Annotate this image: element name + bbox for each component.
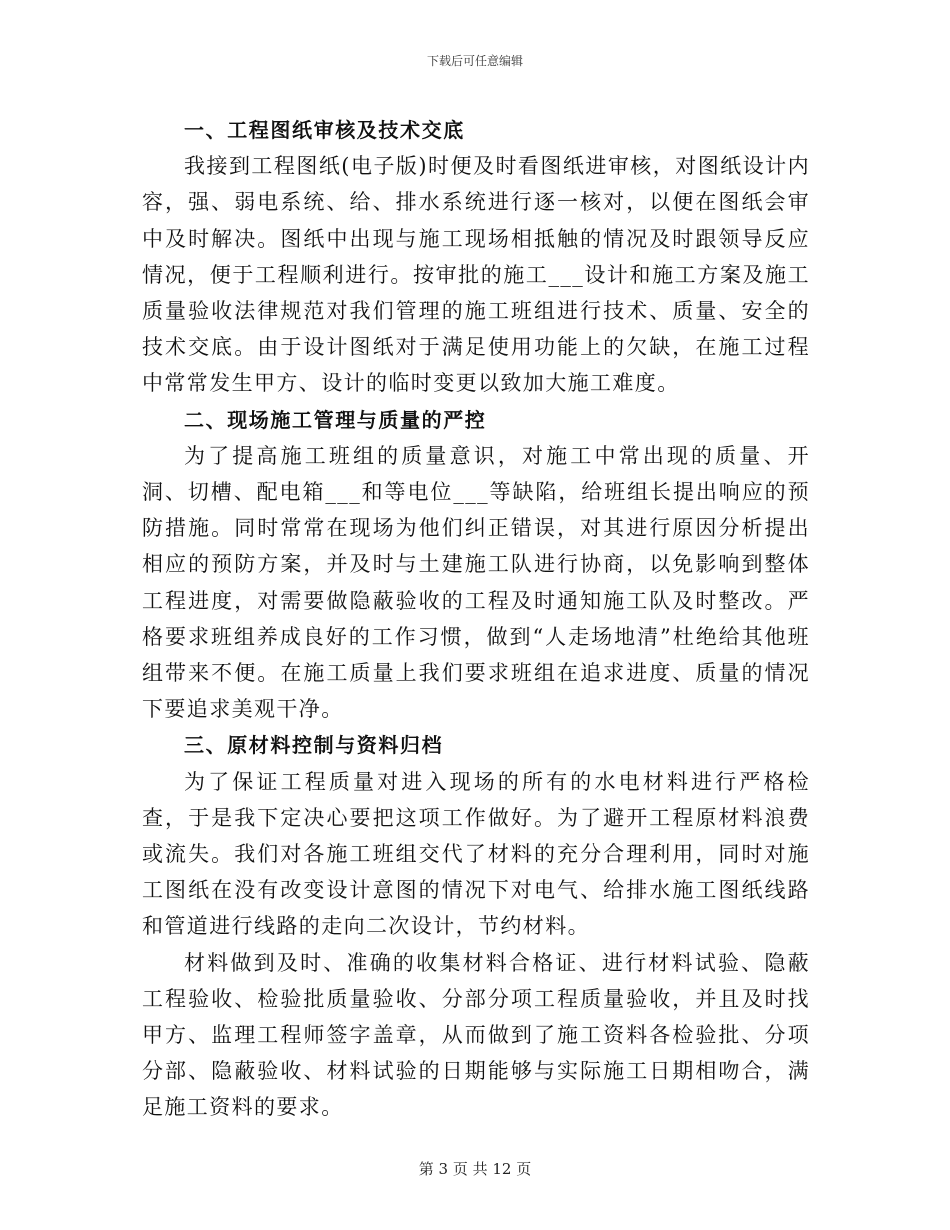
section-heading-1: 一、工程图纸审核及技术交底 — [184, 118, 465, 142]
section-heading-2: 二、现场施工管理与质量的严控 — [184, 407, 487, 432]
section-1-paragraph-1: 我接到工程图纸(电子版)时便及时看图纸进审核，对图纸设计内容，强、弱电系统、给、排水系统进行逐一核对，以便在图纸会审中及时解决。图纸中出现与施工现场相抵触的情况及时跟领导反应情况，便于工程顺利进行。按审批的施工___设计和施工方案及施工质量验收法律规范对我们管理的施工班组进行技术、质量、安全的技术交底。由于设计图纸对于满足使用功能上的欠缺，在施工过程中常常发生甲方、设计的临时变更以致加大施工难度。 — [142, 154, 810, 396]
section-3-paragraph-1: 为了保证工程质量对进入现场的所有的水电材料进行严格检查，于是我下定决心要把这项工作做好。为了避开工程原材料浪费或流失。我们对各施工班组交代了材料的充分合理利用，同时对施工图纸在没有改变设计意图的情况下对电气、给排水施工图纸线路和管道进行线路的走向二次设计，节约材料。 — [142, 769, 810, 939]
page-header-note: 下载后可任意编辑 — [426, 54, 523, 68]
page-number-footer: 第 3 页 共 12 页 — [418, 1160, 532, 1178]
section-2-paragraph-1: 为了提高施工班组的质量意识，对施工中常出现的质量、开洞、切槽、配电箱___和等电位___等缺陷，给班组长提出响应的预防措施。同时常常在现场为他们纠正错误，对其进行原因分析提出相应的预防方案，并及时与土建施工队进行协商，以免影响到整体工程进度，对需要做隐蔽验收的工程及时通知施工队及时整改。严格要求班组养成良好的工作习惯，做到“人走场地清”杜绝给其他班组带来不便。在施工质量上我们要求班组在追求进度、质量的情况下要追求美观干净。 — [142, 443, 810, 722]
section-heading-3: 三、原材料控制与资料归档 — [184, 733, 444, 758]
document-body — [142, 112, 810, 1126]
section-3-paragraph-2: 材料做到及时、准确的收集材料合格证、进行材料试验、隐蔽工程验收、检验批质量验收、分部分项工程质量验收，并且及时找甲方、监理工程师签字盖章，从而做到了施工资料各检验批、分项分部、隐蔽验收、材料试验的日期能够与实际施工日期相吻合，满足施工资料的要求。 — [142, 950, 810, 1120]
